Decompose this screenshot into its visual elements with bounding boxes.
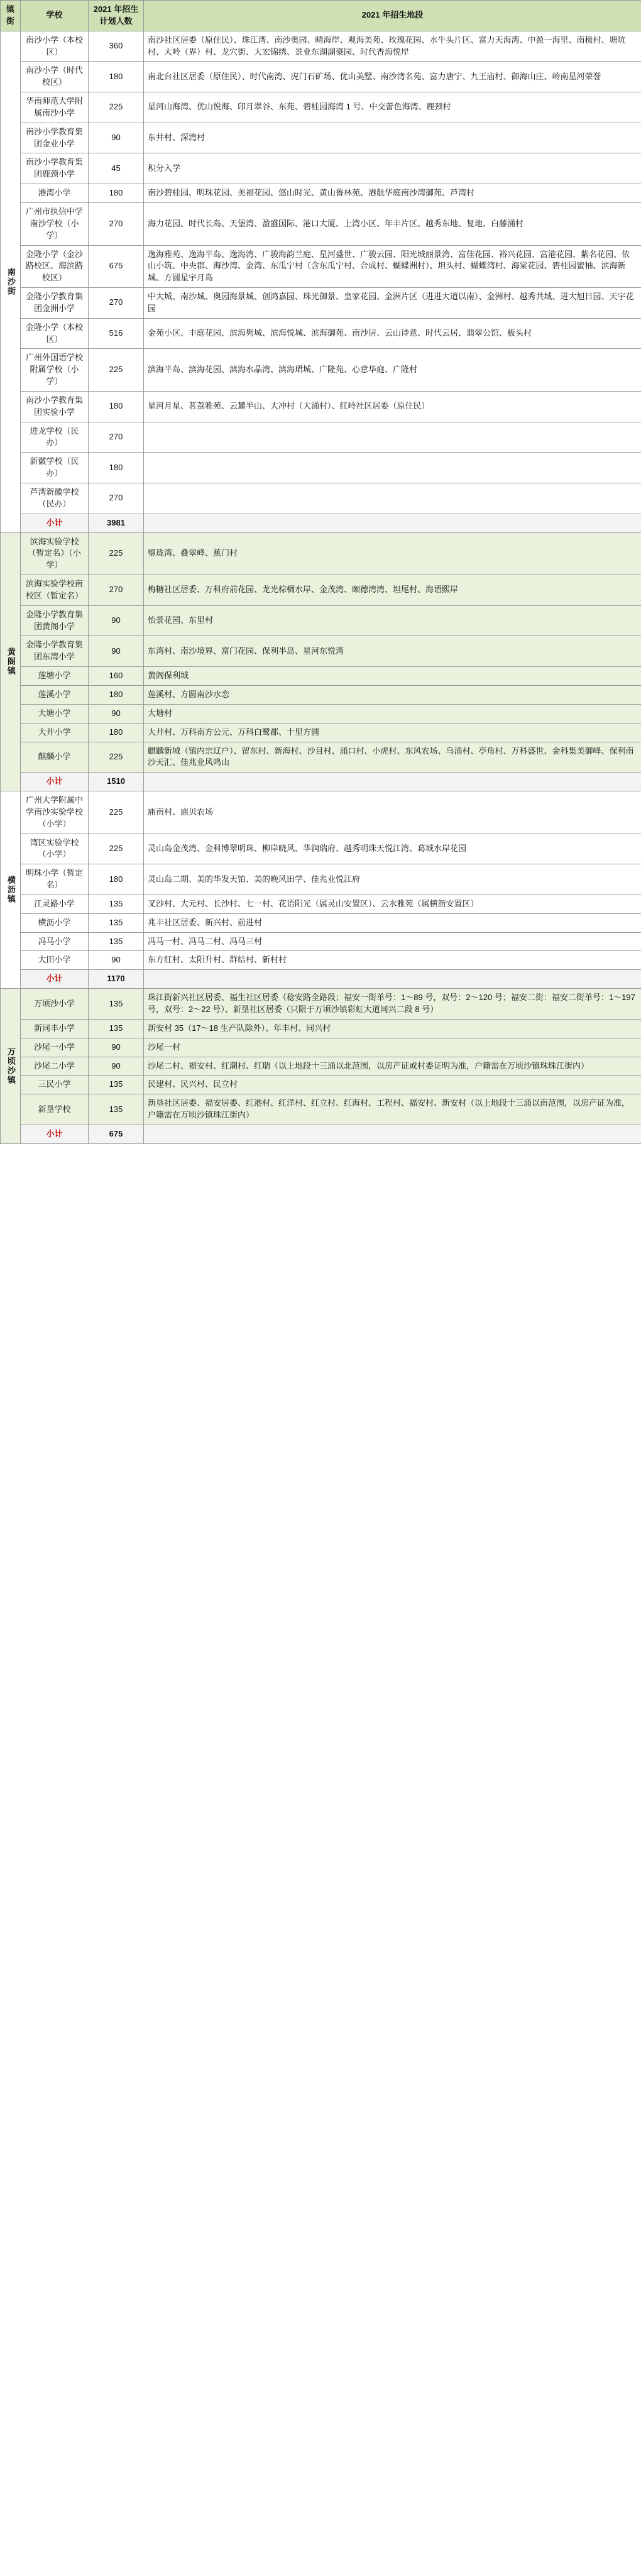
school-name-cell: 麒麟小学 [21, 742, 89, 773]
subtotal-value: 3981 [89, 514, 144, 532]
subtotal-spacer [144, 1125, 641, 1143]
enrollment-area-cell: 沙尾一村 [144, 1038, 641, 1057]
zone-cell [1, 989, 21, 1144]
table-row [1, 1057, 641, 1076]
table-row [1, 1019, 641, 1038]
plan-count-cell: 180 [89, 184, 144, 203]
plan-count-cell: 225 [89, 349, 144, 392]
plan-count-cell: 270 [89, 575, 144, 606]
plan-count-cell: 135 [89, 1076, 144, 1094]
subtotal-label: 小计 [21, 773, 89, 791]
enrollment-area-cell: 大井村、万科南方公元、万科白鹭郡、十里方圆 [144, 723, 641, 742]
plan-count-cell: 225 [89, 834, 144, 864]
table-row [1, 667, 641, 686]
enrollment-area-cell: 灵山岛金茂湾、金科博翠明珠、柳岸晓风、华润瑞府、越秀明珠天悦江湾、葛城水岸花园 [144, 834, 641, 864]
enrollment-area-cell: 东方红村、太阳升村、群结村、新村村 [144, 951, 641, 970]
plan-count-cell: 180 [89, 685, 144, 704]
table-row [1, 834, 641, 864]
enrollment-area-cell: 莲溪村、方圆南沙水恋 [144, 685, 641, 704]
enrollment-area-cell: 滨海半岛、滨海花园、滨海水晶湾、滨海珺城、广隆苑、心意华庭、广隆村 [144, 349, 641, 392]
enrollment-area-cell: 金苑小区、丰庭花园、滨海隽城、滨海悦城、滨海御苑、南沙居、云山诗意、时代云居、翡翠公馆、板头村 [144, 318, 641, 349]
enrollment-area-cell: 大塘村 [144, 704, 641, 723]
plan-count-cell: 90 [89, 123, 144, 153]
school-name-cell: 金隆小学（金沙路校区、海滨路校区） [21, 245, 89, 288]
subtotal-label: 小计 [21, 514, 89, 532]
table-row [1, 989, 641, 1020]
subtotal-row [1, 970, 641, 989]
school-name-cell: 沙尾二小学 [21, 1057, 89, 1076]
plan-count-cell: 225 [89, 532, 144, 575]
plan-count-cell: 135 [89, 1019, 144, 1038]
admission-plan-table-page [0, 0, 641, 1144]
enrollment-area-cell: 麒麟新城（镇内宗辽户）、留东村、新海村、沙目村、涌口村、小虎村、东风农场、乌涌村、亭角村、万科盛世、金科集美御峰、保利南沙天汇、佳兆业风鸣山 [144, 742, 641, 773]
zone-label: 南沙街 [6, 267, 16, 296]
plan-count-cell: 135 [89, 932, 144, 951]
enrollment-area-cell: 梅糖社区居委、万科府前花园、龙光棕榈水岸、金茂湾、颐德湾湾、坦尾村、海语熙岸 [144, 575, 641, 606]
school-name-cell: 芦湾新徽学校（民办） [21, 483, 89, 514]
plan-count-cell: 180 [89, 453, 144, 483]
table-row [1, 723, 641, 742]
subtotal-value: 675 [89, 1125, 144, 1143]
school-name-cell: 广州市执信中学南沙学校（小学） [21, 202, 89, 245]
school-name-cell: 南沙小学教育集团实验小学 [21, 391, 89, 422]
enrollment-area-cell: 星河山海湾、优山悦海、印月翠谷、东苑、碧桂园海湾 1 号、中交蕾色海湾、鹿颈村 [144, 92, 641, 123]
zone-cell [1, 31, 21, 532]
enrollment-area-cell [144, 483, 641, 514]
zone-label: 万顷沙镇 [6, 1047, 16, 1085]
table-row [1, 184, 641, 203]
table-row [1, 62, 641, 92]
zone-cell [1, 532, 21, 791]
plan-count-cell: 160 [89, 667, 144, 686]
plan-count-cell: 180 [89, 62, 144, 92]
enrollment-area-cell: 新垦社区居委、福安居委、红港村、红洋村、红立村、红海村、工程村、福安村、新安村（以上地段十三涌以南范围，以房产证为准，户籍需在万顷沙镇珠江街内） [144, 1094, 641, 1125]
subtotal-row [1, 514, 641, 532]
table-row [1, 532, 641, 575]
table-row [1, 123, 641, 153]
plan-count-cell: 225 [89, 742, 144, 773]
enrollment-area-cell: 海力花园、时代长岛、天堡湾、盈盛国际、港口大厦、上湾小区、年丰片区、越秀东地、复地、白藤涌村 [144, 202, 641, 245]
school-name-cell: 冯马小学 [21, 932, 89, 951]
table-row [1, 932, 641, 951]
enrollment-area-cell: 珠江街新兴社区居委、福生社区居委（稔安路全路段；福安一街单号：1～89 号，双号：2～120 号；福安二街：福安二街单号：1～197 号，双号：2～22 号）、新垦社区居委（只限于万顷沙镇彩虹大道同兴二段 8 号） [144, 989, 641, 1020]
school-name-cell: 金隆小学教育集团东湾小学 [21, 636, 89, 667]
table-row [1, 349, 641, 392]
enrollment-area-cell: 叉沙村、大元村、长沙村、七一村、花语阳光（属灵山安置区）、云水雅苑（属横沥安置区） [144, 894, 641, 913]
header-school: 学校 [21, 1, 89, 31]
school-name-cell: 大井小学 [21, 723, 89, 742]
enrollment-area-cell [144, 453, 641, 483]
plan-count-cell: 90 [89, 704, 144, 723]
table-row [1, 453, 641, 483]
header-area: 2021 年招生地段 [144, 1, 641, 31]
subtotal-label: 小计 [21, 1125, 89, 1143]
school-name-cell: 华南师范大学附属南沙小学 [21, 92, 89, 123]
enrollment-area-cell: 冯马一村、冯马二村、冯马三村 [144, 932, 641, 951]
enrollment-area-cell: 逸海雅苑、逸海半岛、逸海湾、广骏海韵兰庭、星河盛世、广骏云园、阳光城丽景湾、富佳花园、裕兴花园、富港花园、紫名花园、依山小筑、中央郡、海沙湾、金湾、东瓜宁村（含东瓜宁村、合成村、蝴蝶洲村）、坦头村、蝴蝶湾村、海棠花园、碧桂园蜜柚、滨海新城、方圆星宇月岛 [144, 245, 641, 288]
school-name-cell: 南沙小学教育集团金业小学 [21, 123, 89, 153]
school-name-cell: 金隆小学教育集团黄阁小学 [21, 605, 89, 636]
plan-count-cell: 90 [89, 1057, 144, 1076]
school-name-cell: 进龙学校（民办） [21, 422, 89, 453]
enrollment-area-cell: 灵山岛二期、美的华发天铂、美的晚风田学、佳兆业悦江府 [144, 864, 641, 895]
table-row [1, 391, 641, 422]
table-row [1, 31, 641, 62]
plan-count-cell: 90 [89, 605, 144, 636]
zone-label: 横沥镇 [6, 876, 16, 905]
table-row [1, 704, 641, 723]
table-row [1, 92, 641, 123]
plan-count-cell: 135 [89, 894, 144, 913]
table-row [1, 864, 641, 895]
school-name-cell: 港湾小学 [21, 184, 89, 203]
school-name-cell: 南沙小学教育集团鹿颈小学 [21, 153, 89, 184]
table-row [1, 1038, 641, 1057]
enrollment-area-cell: 怡景花园、东里村 [144, 605, 641, 636]
subtotal-spacer [144, 970, 641, 989]
plan-count-cell: 90 [89, 1038, 144, 1057]
table-row [1, 605, 641, 636]
table-row [1, 951, 641, 970]
table-row [1, 422, 641, 453]
table-row [1, 742, 641, 773]
table-row [1, 1076, 641, 1094]
table-row [1, 1094, 641, 1125]
school-name-cell: 湾区实验学校（小学） [21, 834, 89, 864]
school-name-cell: 新同丰小学 [21, 1019, 89, 1038]
enrollment-area-cell: 沙尾二村、福安村、红潮村、红瑞（以上地段十三涌以北范围，以房产证或村委证明为准，户籍需在万顷沙镇珠珠江街内） [144, 1057, 641, 1076]
enrollment-area-cell: 新安村 35（17～18 生产队除外）、年丰村、同兴村 [144, 1019, 641, 1038]
table-row [1, 245, 641, 288]
header-plan: 2021 年招生计划人数 [89, 1, 144, 31]
enrollment-area-cell: 黄阁保利城 [144, 667, 641, 686]
table-row [1, 318, 641, 349]
plan-count-cell: 90 [89, 636, 144, 667]
plan-count-cell: 180 [89, 864, 144, 895]
enrollment-area-cell: 东湾村、南沙境界、富门花园、保利半岛、星河东悦湾 [144, 636, 641, 667]
plan-count-cell: 675 [89, 245, 144, 288]
school-name-cell: 新垦学校 [21, 1094, 89, 1125]
enrollment-area-cell: 中大城、南沙城、奥园海景城、创鸿嘉园、珠光御景、皇家花园、金洲片区（进进大道以南）、金洲村、越秀共城、进大旭日园、天宇花园 [144, 288, 641, 319]
table-row [1, 636, 641, 667]
school-name-cell: 南沙小学（时代校区） [21, 62, 89, 92]
plan-count-cell: 225 [89, 92, 144, 123]
plan-count-cell: 135 [89, 989, 144, 1020]
school-name-cell: 明珠小学（暂定名） [21, 864, 89, 895]
school-name-cell: 广州外国语学校附属学校（小学） [21, 349, 89, 392]
table-row [1, 288, 641, 319]
enrollment-area-cell: 璧珑湾、叠翠峰、蕉门村 [144, 532, 641, 575]
school-name-cell: 万顷沙小学 [21, 989, 89, 1020]
table-row [1, 791, 641, 834]
school-name-cell: 滨海实验学校（暂定名）（小学） [21, 532, 89, 575]
enrollment-area-cell: 南沙碧桂园、明珠花园、美福花园、悠山时光、黄山鲁林苑、港航华庭南沙湾御苑、芦湾村 [144, 184, 641, 203]
table-row [1, 153, 641, 184]
plan-count-cell: 360 [89, 31, 144, 62]
table-header-row [1, 1, 641, 31]
school-name-cell: 横沥小学 [21, 913, 89, 932]
zone-cell [1, 791, 21, 989]
plan-count-cell: 270 [89, 202, 144, 245]
enrollment-area-cell: 东井村、深湾村 [144, 123, 641, 153]
school-name-cell: 大塘小学 [21, 704, 89, 723]
subtotal-value: 1510 [89, 773, 144, 791]
header-zone: 镇街 [1, 1, 21, 31]
school-name-cell: 金隆小学（本校区） [21, 318, 89, 349]
school-name-cell: 莲塘小学 [21, 667, 89, 686]
enrollment-area-cell: 南北台社区居委（原住民）、时代南湾、虎门石矿场、优山美墅、南沙湾名苑、富力唐宁、九王庙村、御海山庄、岭南星河荣誉 [144, 62, 641, 92]
table-row [1, 575, 641, 606]
plan-count-cell: 270 [89, 483, 144, 514]
table-row [1, 913, 641, 932]
table-row [1, 894, 641, 913]
subtotal-spacer [144, 773, 641, 791]
enrollment-area-cell [144, 422, 641, 453]
subtotal-row [1, 773, 641, 791]
enrollment-area-cell: 兆丰社区居委、新兴村、前进村 [144, 913, 641, 932]
plan-count-cell: 270 [89, 288, 144, 319]
plan-count-cell: 45 [89, 153, 144, 184]
table-row [1, 483, 641, 514]
enrollment-area-cell: 积分入学 [144, 153, 641, 184]
school-name-cell: 沙尾一小学 [21, 1038, 89, 1057]
plan-count-cell: 516 [89, 318, 144, 349]
subtotal-value: 1170 [89, 970, 144, 989]
subtotal-label: 小计 [21, 970, 89, 989]
school-name-cell: 广州大学附属中学南沙实验学校（小学） [21, 791, 89, 834]
admission-plan-table [0, 0, 641, 1144]
plan-count-cell: 135 [89, 1094, 144, 1125]
plan-count-cell: 90 [89, 951, 144, 970]
school-name-cell: 大田小学 [21, 951, 89, 970]
enrollment-area-cell: 南沙社区居委（原住民）、珠江湾、南沙奥园、晴海岸、观海美苑、玫瑰花园、水牛头片区、富力天海湾、中盈一海里、南极村、塘坑村、大岭（界）村、龙穴街、大宏锦绣、景业东湖湖豪园、时代香海悦岸 [144, 31, 641, 62]
enrollment-area-cell: 民建村、民兴村、民立村 [144, 1076, 641, 1094]
school-name-cell: 新徽学校（民办） [21, 453, 89, 483]
school-name-cell: 南沙小学（本校区） [21, 31, 89, 62]
school-name-cell: 江灵路小学 [21, 894, 89, 913]
school-name-cell: 金隆小学教育集团金洲小学 [21, 288, 89, 319]
school-name-cell: 滨海实验学校南校区（暂定名） [21, 575, 89, 606]
plan-count-cell: 135 [89, 913, 144, 932]
plan-count-cell: 180 [89, 723, 144, 742]
table-row [1, 202, 641, 245]
table-row [1, 685, 641, 704]
subtotal-row [1, 1125, 641, 1143]
plan-count-cell: 270 [89, 422, 144, 453]
school-name-cell: 三民小学 [21, 1076, 89, 1094]
plan-count-cell: 180 [89, 391, 144, 422]
zone-label: 黄阁镇 [6, 647, 16, 676]
subtotal-spacer [144, 514, 641, 532]
enrollment-area-cell: 庙南村、庙贝农场 [144, 791, 641, 834]
school-name-cell: 莲溪小学 [21, 685, 89, 704]
plan-count-cell: 225 [89, 791, 144, 834]
enrollment-area-cell: 星河月星、茗荔雅苑、云麓半山、大冲村（大涌村）、红岭社区居委（原住民） [144, 391, 641, 422]
